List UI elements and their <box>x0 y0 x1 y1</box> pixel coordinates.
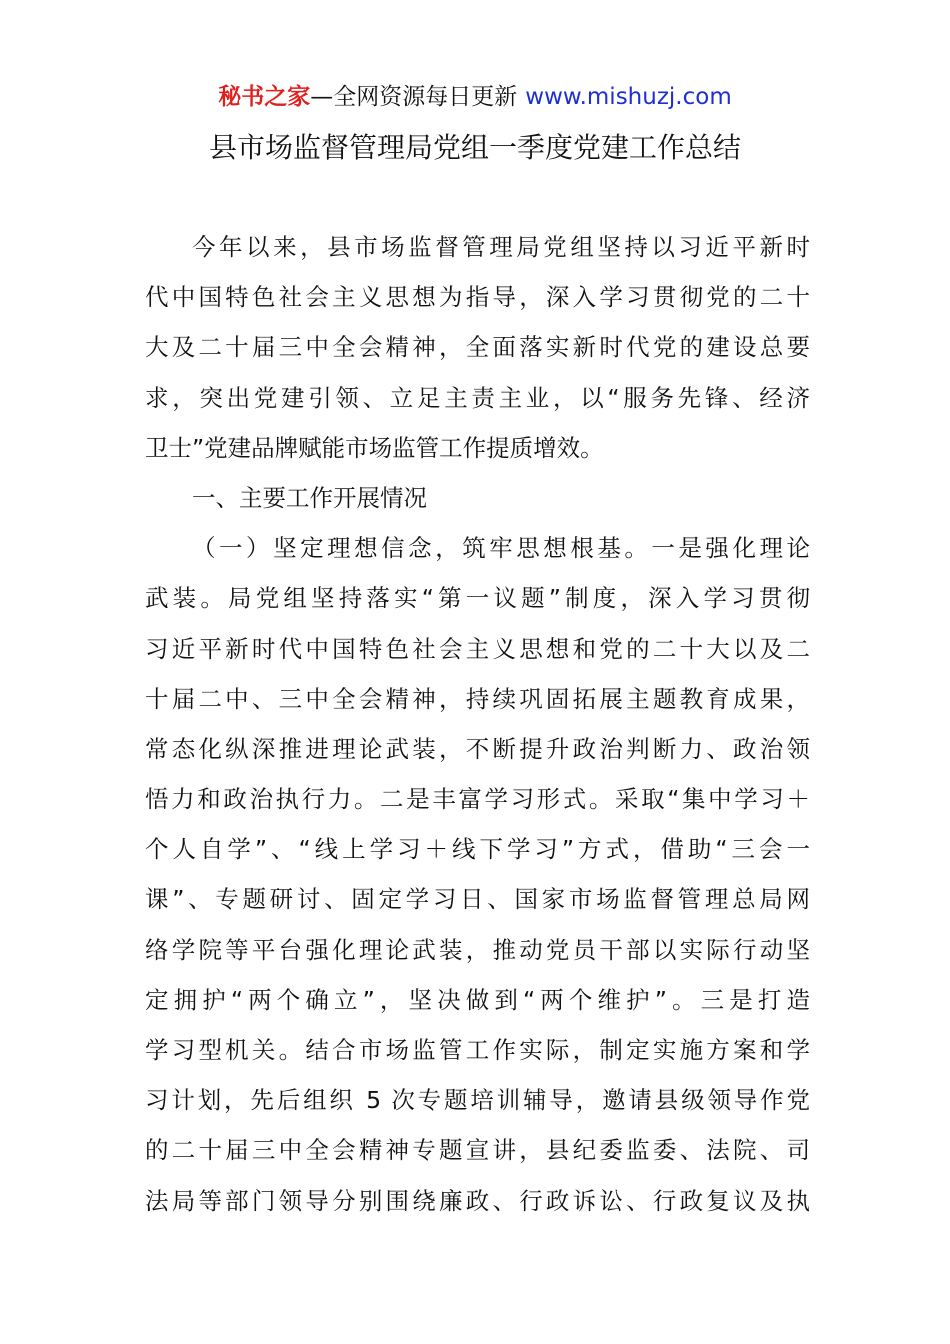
text-line: 课”、专题研讨、固定学习日、国家市场监督管理总局网 <box>145 885 810 914</box>
text-line: 个人自学”、“线上学习＋线下学习”方式，借助“三会一 <box>145 835 810 864</box>
text-line: 卫士”党建品牌赋能市场监管工作提质增效。 <box>145 433 604 462</box>
text-line: 法局等部门领导分别围绕廉政、行政诉讼、行政复议及执 <box>145 1186 810 1215</box>
text-line: 定拥护“两个确立”，坚决做到“两个维护”。三是打造 <box>145 985 810 1014</box>
text-line: 常态化纵深推进理论武装，不断提升政治判断力、政治领 <box>145 734 810 763</box>
site-tagline: —全网资源每日更新 <box>310 84 518 110</box>
text-line: 悟力和政治执行力。二是丰富学习形式。采取“集中学习＋ <box>145 785 810 814</box>
text-line: 学习型机关。结合市场监管工作实际，制定实施方案和学 <box>145 1036 810 1064</box>
site-url[interactable]: www.mishuzj.com <box>525 84 732 110</box>
text-line: （一）坚定理想信念，筑牢思想根基。一是强化理论 <box>192 534 810 563</box>
document-title: 县市场监督管理局党组一季度党建工作总结 <box>208 131 741 164</box>
text-line: 络学院等平台强化理论武装，推动党员干部以实际行动坚 <box>145 935 810 964</box>
text-line: 大及二十届三中全会精神，全面落实新时代党的建设总要 <box>145 333 810 362</box>
text-line: 习计划，先后组织 5 次专题培训辅导，邀请县级领导作党 <box>145 1086 810 1115</box>
text-line: 十届二中、三中全会精神，持续巩固拓展主题教育成果， <box>145 684 810 713</box>
text-line: 代中国特色社会主义思想为指导，深入学习贯彻党的二十 <box>145 283 810 312</box>
text-line: 武装。局党组坚持落实“第一议题”制度，深入学习贯彻 <box>145 584 810 613</box>
document-body <box>145 222 810 1226</box>
site-brand: 秘书之家 <box>218 84 311 110</box>
text-line: 今年以来，县市场监督管理局党组坚持以习近平新时 <box>192 233 810 261</box>
section-heading: 一、主要工作开展情况 <box>192 483 427 512</box>
text-line: 习近平新时代中国特色社会主义思想和党的二十大以及二 <box>145 634 810 663</box>
text-line: 的二十届三中全会精神专题宣讲，县纪委监委、法院、司 <box>145 1136 810 1165</box>
text-line: 求，突出党建引领、立足主责主业，以“服务先锋、经济 <box>145 383 810 412</box>
site-header <box>0 80 950 114</box>
